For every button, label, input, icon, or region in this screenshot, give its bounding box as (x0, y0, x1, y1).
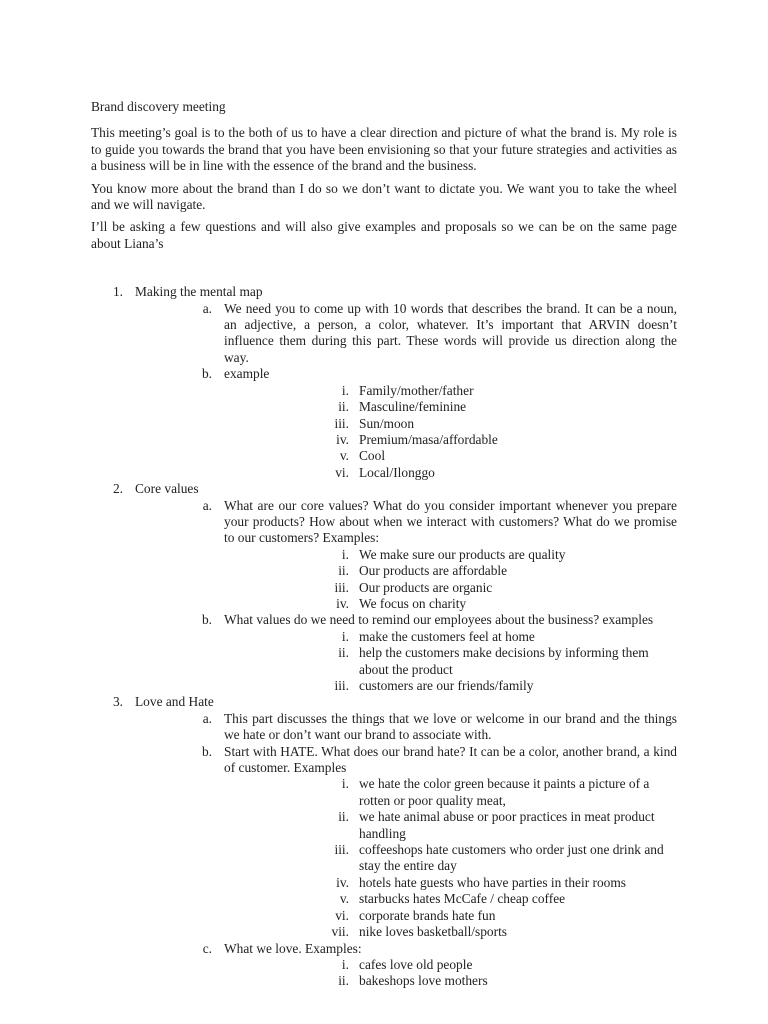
example-item (224, 973, 677, 989)
example-text: customers are our friends/family (359, 678, 534, 693)
example-list (224, 776, 677, 940)
example-text: Premium/masa/affordable (359, 431, 498, 447)
intro-paragraph: I’ll be asking a few questions and will also give examples and proposals so we can be on the same page about Liana’s (91, 219, 677, 251)
example-numeral: ii. (338, 809, 349, 825)
example-item (224, 908, 677, 924)
item-letter: a. (202, 300, 212, 316)
example-numeral: vi. (335, 907, 349, 923)
outline-item (135, 941, 677, 990)
example-numeral: iv. (336, 431, 349, 447)
example-item (224, 432, 677, 448)
example-list (224, 383, 677, 481)
example-text: Cool (359, 448, 386, 464)
example-numeral: ii. (338, 645, 349, 661)
example-item (224, 448, 677, 464)
item-text: What values do we need to remind our employees about the business? examples (224, 612, 654, 628)
example-numeral: i. (341, 546, 349, 562)
example-text: Masculine/feminine (359, 399, 467, 415)
example-item (224, 416, 677, 432)
example-item (224, 596, 677, 612)
section-heading: Making the mental map (135, 284, 263, 300)
example-text: Our products are organic (359, 579, 493, 595)
item-letter: b. (201, 743, 212, 759)
example-text: cafes love old people (359, 956, 473, 972)
item-letter: b. (201, 366, 212, 382)
section-number: 1. (112, 284, 123, 300)
item-text: example (224, 366, 270, 382)
outline-item (135, 301, 677, 367)
example-item (224, 465, 677, 481)
document-body (91, 99, 677, 990)
example-item (224, 383, 677, 399)
example-list (224, 957, 677, 990)
example-numeral: iii. (334, 678, 349, 693)
document-title: Brand discovery meeting (91, 99, 226, 114)
example-numeral: iv. (336, 595, 349, 611)
example-item (224, 776, 677, 809)
outline-item (135, 498, 677, 613)
example-numeral: ii. (338, 973, 349, 989)
example-item (224, 957, 677, 973)
example-item (224, 875, 677, 891)
example-text: hotels hate guests who have parties in their rooms (359, 874, 627, 890)
outline-section (91, 694, 677, 989)
example-text: starbucks hates McCafe / cheap coffee (359, 891, 566, 907)
example-numeral: i. (341, 956, 349, 972)
item-text: We need you to come up with 10 words that describes the brand. It can be a noun, an adjective, a person, a color, whatever. It’s important that ARVIN doesn’t influence them during this part. These words will provide us direction along the way. (224, 300, 677, 365)
item-letter: a. (202, 497, 212, 513)
question-outline (91, 284, 677, 989)
example-item (224, 678, 677, 694)
section-items (135, 498, 677, 695)
outline-item (135, 612, 677, 694)
example-text: we hate the color green because it paints a picture of a rotten or poor quality meat, (359, 776, 650, 808)
example-item (224, 629, 677, 645)
example-text: coffeeshops hate customers who order just one drink and stay the entire day (359, 842, 664, 874)
outline-section (91, 284, 677, 481)
example-list (224, 547, 677, 613)
item-letter: b. (201, 612, 212, 628)
example-text: Family/mother/father (359, 382, 474, 398)
blank-line (91, 258, 677, 284)
intro-paragraph: You know more about the brand than I do so we don’t want to dictate you. We want you to take the wheel and we will navigate. (91, 180, 677, 213)
example-text: We focus on charity (359, 595, 467, 611)
example-numeral: vi. (335, 464, 349, 480)
example-numeral: iv. (336, 874, 349, 890)
example-numeral: ii. (338, 563, 349, 579)
example-numeral: iii. (334, 842, 349, 858)
example-item (224, 924, 677, 940)
outline-item (135, 711, 677, 744)
example-list (224, 629, 677, 695)
example-text: we hate animal abuse or poor practices in meat product handling (359, 809, 655, 841)
example-numeral: iii. (334, 579, 349, 595)
example-item (224, 891, 677, 907)
example-numeral: iii. (334, 415, 349, 431)
outline-section (91, 481, 677, 694)
example-numeral: v. (339, 891, 349, 907)
section-items (135, 711, 677, 990)
intro-paragraph: This meeting’s goal is to the both of us to have a clear direction and picture of what the brand is. My role is to guide you towards the brand that you have been envisioning so that your future strategies and activities as a business will be in line with the essence of the brand and the business. (91, 125, 677, 174)
example-text: nike loves basketball/sports (359, 924, 508, 940)
example-text: corporate brands hate fun (359, 907, 496, 923)
example-text: We make sure our products are quality (359, 546, 566, 562)
outline-item (135, 366, 677, 481)
item-letter: c. (202, 940, 212, 956)
item-text: What we love. Examples: (224, 940, 362, 956)
item-letter: a. (202, 710, 212, 726)
example-numeral: v. (339, 448, 349, 464)
example-item (224, 809, 677, 842)
example-numeral: i. (341, 776, 349, 792)
example-numeral: i. (341, 628, 349, 644)
section-heading: Core values (135, 481, 199, 497)
example-text: help the customers make decisions by informing them about the product (359, 645, 649, 677)
section-number: 3. (112, 694, 123, 710)
example-item (224, 563, 677, 579)
example-item (224, 645, 677, 678)
example-item (224, 580, 677, 596)
example-text: Our products are affordable (359, 563, 508, 579)
example-text: bakeshops love mothers (359, 973, 488, 989)
section-number: 2. (112, 481, 123, 497)
example-text: make the customers feel at home (359, 628, 535, 644)
example-numeral: i. (341, 382, 349, 398)
example-item (224, 399, 677, 415)
item-text: What are our core values? What do you consider important whenever you prepare your products? How about when we interact with customers? What do we promise to our customers? Examples: (224, 497, 677, 546)
example-item (224, 842, 677, 875)
item-text: This part discusses the things that we love or welcome in our brand and the things we hate or don’t want our brand to associate with. (224, 710, 677, 743)
example-numeral: vii. (331, 924, 349, 940)
example-numeral: ii. (338, 399, 349, 415)
item-text: Start with HATE. What does our brand hate? It can be a color, another brand, a kind of customer. Examples (224, 743, 677, 776)
example-text: Local/Ilonggo (359, 464, 435, 480)
example-item (224, 547, 677, 563)
outline-item (135, 744, 677, 941)
section-heading: Love and Hate (135, 694, 214, 710)
example-text: Sun/moon (359, 415, 415, 431)
section-items (135, 301, 677, 481)
